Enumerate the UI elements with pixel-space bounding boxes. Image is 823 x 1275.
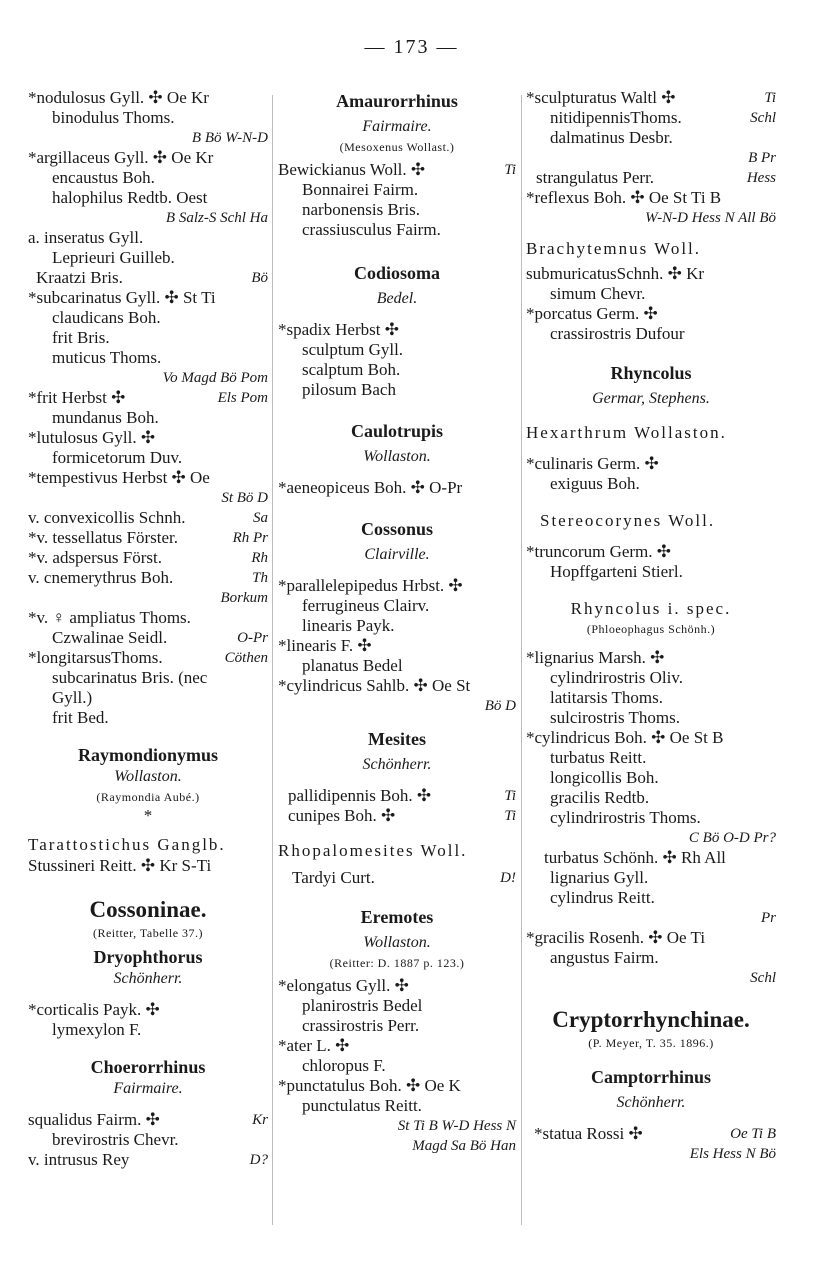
locality: D?: [249, 1152, 268, 1168]
synonym-entry: binodulus Thoms.: [52, 108, 175, 127]
genus-author: Fairmaire.: [362, 118, 432, 135]
synonym-entry: linearis Payk.: [302, 616, 395, 635]
column-divider: [521, 95, 522, 1225]
synonym-entry: crassirostris Perr.: [302, 1016, 420, 1035]
species-entry: [526, 168, 776, 188]
variety-name: v. cnemerythrus Boh.: [28, 568, 174, 587]
genus-author: Wollaston.: [363, 934, 431, 951]
synonym-entry: muticus Thoms.: [52, 348, 162, 367]
synonym-entry: [526, 108, 776, 128]
species-name: cunipes Boh. ✣: [288, 806, 396, 825]
genus-heading: Amaurorrhinus: [336, 91, 458, 111]
subfamily-reference: (P. Meyer, T. 35. 1896.): [588, 1036, 714, 1050]
variety-entry: [28, 568, 268, 588]
locality: Sa: [253, 510, 268, 526]
genus-author: Schönherr.: [362, 756, 432, 773]
species-entry: *cylindricus Sahlb. ✣ Oe St: [278, 676, 471, 695]
synonym-entry: crassirostris Dufour: [550, 324, 685, 343]
species-entry: [278, 868, 516, 888]
locality: Schl: [750, 970, 776, 986]
locality: Magd Sa Bö Han: [412, 1138, 516, 1154]
genus-heading-spaced: Brachytemnus Woll.: [526, 239, 702, 258]
variety-name: v. intrusus Rey: [28, 1150, 130, 1169]
species-entry: *truncorum Germ. ✣: [526, 542, 672, 561]
species-entry: *elongatus Gyll. ✣: [278, 976, 409, 995]
separator-asterisk: *: [143, 806, 153, 825]
locality: Pr: [761, 910, 776, 926]
synonym-name: nitidipennisThoms.: [550, 108, 682, 127]
genus-author: Wollaston.: [114, 768, 182, 785]
synonym-entry: encaustus Boh.: [52, 168, 155, 187]
synonym-entry: frit Bed.: [52, 708, 109, 727]
locality: Els Hess N Bö: [689, 1146, 776, 1162]
species-entry: *punctatulus Boh. ✣ Oe K: [278, 1076, 461, 1095]
genus-heading: Mesites: [368, 729, 426, 749]
locality: Els Pom: [217, 390, 268, 406]
locality: St Ti B W-D Hess N: [397, 1118, 516, 1134]
synonym-entry: Bonnairei Fairm.: [302, 180, 419, 199]
species-entry: *spadix Herbst ✣: [278, 320, 399, 339]
locality: Ti: [504, 162, 516, 178]
genus-heading: Choerorrhinus: [90, 1057, 206, 1077]
variety-entry: *v. ♀ ampliatus Thoms.: [28, 608, 191, 627]
genus-heading: Codiosoma: [353, 263, 440, 283]
synonym-entry: punctulatus Reitt.: [302, 1096, 422, 1115]
synonym-entry: pilosum Bach: [302, 380, 396, 399]
genus-author: Bedel.: [376, 290, 418, 307]
synonym-entry: cylindrirostris Thoms.: [550, 808, 701, 827]
locality: B Salz-S Schl Ha: [165, 210, 268, 226]
locality: Oe Ti B: [730, 1126, 776, 1142]
synonym-name: Czwalinae Seidl.: [52, 628, 168, 647]
species-entry: *aeneopiceus Boh. ✣ O-Pr: [278, 478, 463, 497]
subfamily-heading: Cossoninae.: [89, 897, 207, 922]
locality: O-Pr: [237, 630, 268, 646]
synonym-entry: halophilus Redtb. Oest: [52, 188, 208, 207]
synonym-entry: crassiusculus Fairm.: [302, 220, 441, 239]
variety-name: *v. adspersus Först.: [28, 548, 162, 567]
genus-heading-spaced: Hexarthrum Wollaston.: [526, 423, 727, 442]
species-name: Kraatzi Bris.: [36, 268, 123, 287]
synonym-entry: Hopffgarteni Stierl.: [550, 562, 683, 581]
column-left: [28, 88, 268, 1170]
synonym-entry: formicetorum Duv.: [52, 448, 183, 467]
species-entry: submuricatusSchnh. ✣ Kr: [526, 264, 705, 283]
locality: Rh: [251, 550, 268, 566]
variety-entry: [28, 508, 268, 528]
variety-entry: [28, 1150, 268, 1170]
genus-heading-spaced: Rhyncolus i. spec.: [570, 599, 732, 618]
locality: Rh Pr: [232, 530, 268, 546]
genus-reference: (Reitter: D. 1887 p. 123.): [329, 956, 465, 970]
locality: Ti: [504, 808, 516, 824]
species-name: *longitarsusThoms.: [28, 648, 163, 667]
locality: Bö D: [484, 698, 516, 714]
synonym-entry: mundanus Boh.: [52, 408, 159, 427]
synonym-entry: chloropus F.: [302, 1056, 386, 1075]
species-entry: *cylindricus Boh. ✣ Oe St B: [526, 728, 724, 747]
species-name: *statua Rossi ✣: [534, 1124, 643, 1143]
genus-heading: Rhyncolus: [610, 363, 692, 383]
synonym-entry: sculptum Gyll.: [302, 340, 404, 359]
species-entry: *corticalis Payk. ✣: [28, 1000, 160, 1019]
genus-heading: Cossonus: [360, 519, 434, 539]
synonym-entry: brevirostris Chevr.: [52, 1130, 179, 1149]
genus-reference: (Phloeophagus Schönh.): [586, 622, 716, 636]
synonym-entry: gracilis Redtb.: [550, 788, 650, 807]
genus-author: Clairville.: [364, 546, 430, 563]
species-entry: *gracilis Rosenh. ✣ Oe Ti: [526, 928, 706, 947]
species-entry: [28, 648, 268, 668]
species-entry: [28, 1110, 268, 1130]
genus-heading: Dryophthorus: [93, 947, 203, 967]
species-entry: [278, 786, 516, 806]
species-entry: turbatus Schönh. ✣ Rh All: [544, 848, 726, 867]
species-entry: [28, 388, 268, 408]
genus-reference: (Mesoxenus Wollast.): [339, 140, 455, 154]
species-name: squalidus Fairm. ✣: [28, 1110, 160, 1129]
species-entry: *lignarius Marsh. ✣: [526, 648, 665, 667]
synonym-entry: ferrugineus Clairv.: [302, 596, 430, 615]
locality: Schl: [750, 110, 776, 126]
locality: Hess: [746, 170, 776, 186]
species-name: *frit Herbst ✣: [28, 388, 126, 407]
genus-heading-spaced: Tarattostichus Ganglb.: [28, 835, 226, 854]
locality: D!: [500, 870, 516, 886]
species-entry: *linearis F. ✣: [278, 636, 372, 655]
species-name: *sculpturatus Waltl ✣: [526, 88, 676, 107]
synonym-entry: cylindrus Reitt.: [550, 888, 655, 907]
variety-name: v. convexicollis Schnh.: [28, 508, 186, 527]
locality: Bö: [251, 270, 268, 286]
species-entry: [526, 1124, 776, 1144]
genus-heading: Eremotes: [360, 907, 434, 927]
locality: Kr: [252, 1112, 268, 1128]
species-entry: [278, 160, 516, 180]
species-name: pallidipennis Boh. ✣: [288, 786, 432, 805]
locality: Cöthen: [224, 650, 268, 666]
synonym-entry: lignarius Gyll.: [550, 868, 649, 887]
synonym-entry: angustus Fairm.: [550, 948, 659, 967]
synonym-entry: lymexylon F.: [52, 1020, 142, 1039]
synonym-entry: narbonensis Bris.: [302, 200, 421, 219]
synonym-entry: turbatus Reitt.: [550, 748, 647, 767]
genus-heading: Raymondionymus: [77, 745, 219, 765]
locality: C Bö O-D Pr?: [688, 830, 776, 846]
column-divider: [272, 95, 273, 1225]
species-entry: *nodulosus Gyll. ✣ Oe Kr: [28, 88, 209, 107]
synonym-entry: exiguus Boh.: [550, 474, 640, 493]
synonym-entry: dalmatinus Desbr.: [550, 128, 673, 147]
synonym-entry: [28, 628, 268, 648]
species-entry: *ater L. ✣: [278, 1036, 350, 1055]
locality: B Bö W-N-D: [191, 130, 268, 146]
species-entry: *tempestivus Herbst ✣ Oe: [28, 468, 210, 487]
synonym-entry: Leprieuri Guilleb.: [52, 248, 175, 267]
genus-heading: Caulotrupis: [350, 421, 444, 441]
species-entry: *subcarinatus Gyll. ✣ St Ti: [28, 288, 216, 307]
locality: Borkum: [220, 590, 268, 606]
species-name: Bewickianus Woll. ✣: [278, 160, 426, 179]
synonym-entry: scalptum Boh.: [302, 360, 401, 379]
genus-heading-spaced: Stereocorynes Woll.: [540, 511, 716, 530]
genus-author: Schönherr.: [616, 1094, 686, 1111]
locality: St Bö D: [221, 490, 268, 506]
page-number: — 173 —: [364, 36, 459, 58]
genus-heading: Camptorrhinus: [590, 1067, 711, 1087]
subfamily-reference: (Reitter, Tabelle 37.): [92, 926, 204, 940]
synonym-entry: planatus Bedel: [302, 656, 403, 675]
locality: W-N-D Hess N All Bö: [645, 210, 776, 226]
synonym-entry: cylindrirostris Oliv.: [550, 668, 683, 687]
column-right: [526, 88, 776, 1164]
synonym-entry: Gyll.): [52, 688, 93, 707]
genus-heading-spaced: Rhopalomesites Woll.: [278, 841, 468, 860]
genus-author: Germar, Stephens.: [592, 390, 710, 407]
species-entry: [526, 88, 776, 108]
species-entry: *lutulosus Gyll. ✣: [28, 428, 156, 447]
locality: B Pr: [748, 150, 776, 166]
locality: Th: [252, 570, 268, 586]
genus-author: Schönherr.: [113, 970, 183, 987]
synonym-entry: latitarsis Thoms.: [550, 688, 664, 707]
species-entry: Stussineri Reitt. ✣ Kr S-Ti: [28, 856, 212, 875]
variety-entry: [28, 528, 268, 548]
species-name: strangulatus Perr.: [536, 168, 655, 187]
synonym-entry: planirostris Bedel: [302, 996, 423, 1015]
synonym-entry: simum Chevr.: [550, 284, 646, 303]
subfamily-heading: Cryptorrhynchinae.: [552, 1007, 750, 1032]
species-entry: [278, 806, 516, 826]
synonym-entry: claudicans Boh.: [52, 308, 161, 327]
synonym-entry: frit Bris.: [52, 328, 110, 347]
genus-author: Fairmaire.: [113, 1080, 183, 1097]
synonym-entry: longicollis Boh.: [550, 768, 659, 787]
variety-entry: [28, 548, 268, 568]
variety-entry: a. inseratus Gyll.: [28, 228, 144, 247]
locality: Ti: [764, 90, 776, 106]
variety-name: *v. tessellatus Förster.: [28, 528, 178, 547]
locality: Ti: [504, 788, 516, 804]
genus-author: Wollaston.: [363, 448, 431, 465]
species-entry: [28, 268, 268, 288]
species-entry: *reflexus Boh. ✣ Oe St Ti B: [526, 188, 722, 207]
column-middle: [278, 88, 516, 1156]
locality: Vo Magd Bö Pom: [162, 370, 268, 386]
synonym-entry: subcarinatus Bris. (nec: [52, 668, 208, 687]
species-name: Tardyi Curt.: [292, 868, 375, 887]
synonym-entry: sulcirostris Thoms.: [550, 708, 681, 727]
species-entry: *culinaris Germ. ✣: [526, 454, 659, 473]
species-entry: *porcatus Germ. ✣: [526, 304, 658, 323]
genus-reference: (Raymondia Aubé.): [96, 790, 200, 804]
species-entry: *parallelepipedus Hrbst. ✣: [278, 576, 463, 595]
species-entry: *argillaceus Gyll. ✣ Oe Kr: [28, 148, 214, 167]
